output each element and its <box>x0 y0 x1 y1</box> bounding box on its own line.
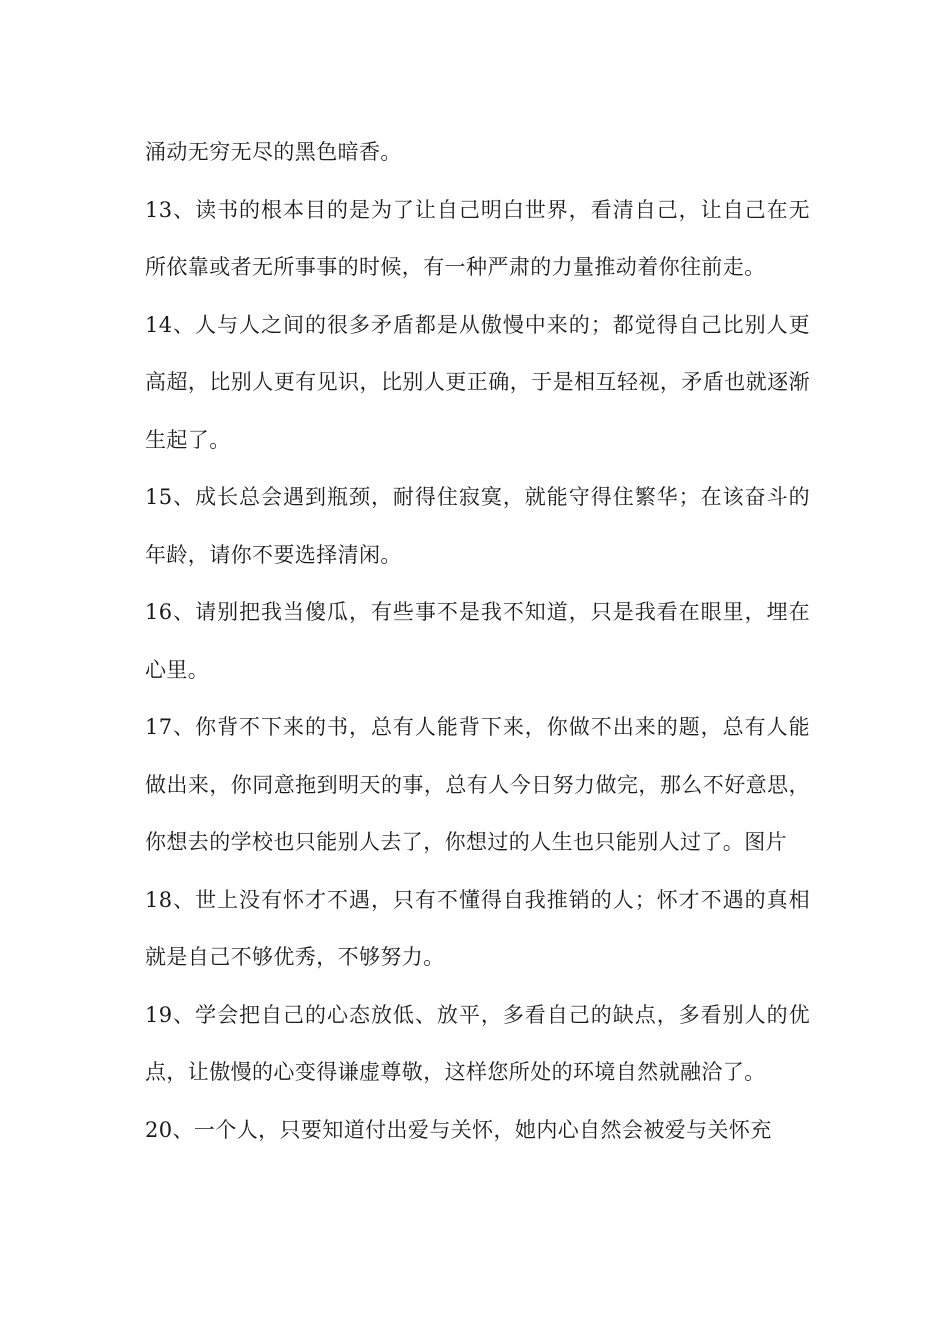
paragraph-20: 20、一个人，只要知道付出爱与关怀，她内心自然会被爱与关怀充 <box>145 1117 772 1142</box>
paragraph-19: 19、学会把自己的心态放低、放平，多看自己的缺点，多看别人的优点，让傲慢的心变得谦虚尊敬，这样您所处的环境自然就融洽了。 <box>145 1002 810 1084</box>
paragraph-16: 16、请别把我当傻瓜，有些事不是我不知道，只是我看在眼里，埋在心里。 <box>145 600 810 682</box>
paragraph-15: 15、成长总会遇到瓶颈，耐得住寂寞，就能守得住繁华；在该奋斗的年龄，请你不要选择清闲。 <box>145 485 810 567</box>
document-body <box>145 124 810 1159</box>
paragraph-13: 13、读书的根本目的是为了让自己明白世界，看清自己，让自己在无所依靠或者无所事事的时候，有一种严肃的力量推动着你往前走。 <box>145 197 810 279</box>
paragraph-17: 17、你背不下来的书，总有人能背下来，你做不出来的题，总有人能做出来，你同意拖到明天的事，总有人今日努力做完，那么不好意思，你想去的学校也只能别人去了，你想过的人生也只能别人过了。图片 <box>145 715 810 854</box>
paragraph-14: 14、人与人之间的很多矛盾都是从傲慢中来的；都觉得自己比别人更高超，比别人更有见识，比别人更正确，于是相互轻视，矛盾也就逐渐生起了。 <box>145 312 810 452</box>
paragraph-18: 18、世上没有怀才不遇，只有不懂得自我推销的人；怀才不遇的真相就是自己不够优秀，不够努力。 <box>145 887 810 969</box>
paragraph-continuation: 涌动无穷无尽的黑色暗香。 <box>145 140 402 164</box>
